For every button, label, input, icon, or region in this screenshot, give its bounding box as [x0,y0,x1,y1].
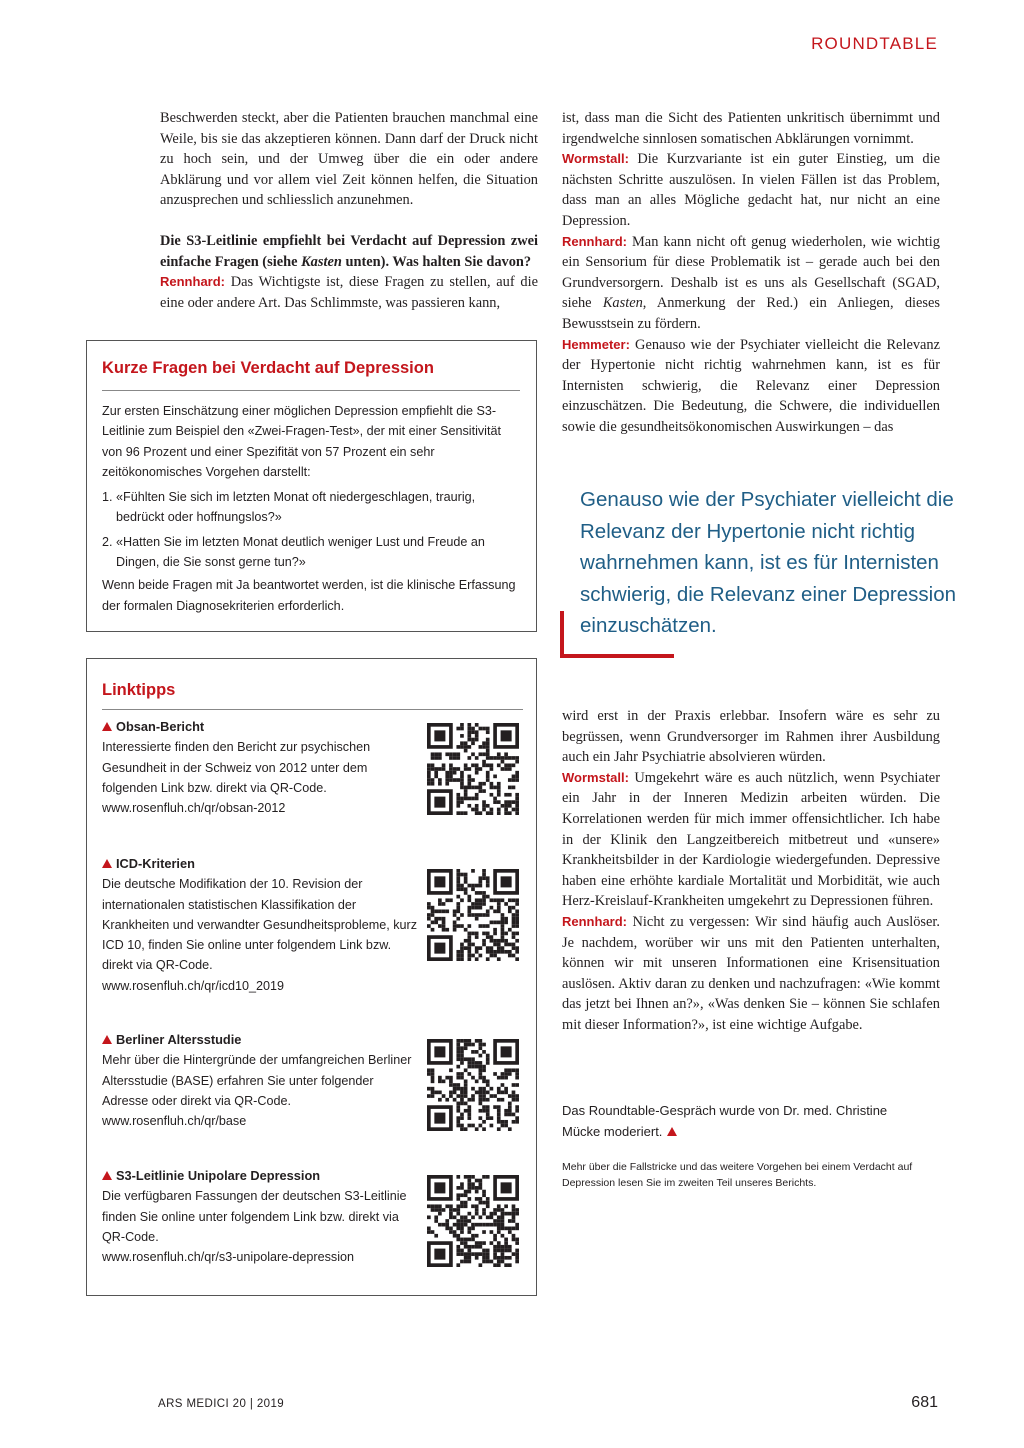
link-description: Interessierte finden den Bericht zur psychischen Gesundheit in der Schweiz von 2012 unter dem folgenden Link bzw. direkt via QR-Code. [102,740,371,795]
link-title [102,717,412,737]
right-column-lower [562,706,940,1036]
link-title-text: Berliner Altersstudie [116,1032,242,1047]
answer-text-end: , Anmerkung der Red.) ein Anliegen, dieses Bewusstsein zu fördern. [562,295,940,332]
link-entry [102,717,412,818]
paragraph: ist, dass man die Sicht des Patienten unkritisch übernimmt und irgendwelche sinnlosen somatischen Abklärungen vornimmt. [562,110,940,147]
answer-text: Die Kurzvariante ist ein guter Einstieg, um die nächsten Schritte auszulösen. In vielen Fällen ist das Problem, dass man an alles Mögliche gedacht hat, nur nicht an eine Depression. [562,151,940,229]
page-number: 681 [911,1394,938,1411]
follow-up-note: Mehr über die Fallstricke und das weitere Vorgehen bei einem Verdacht auf Depression lesen Sie im zweiten Teil unseres Berichts. [562,1161,913,1189]
qr-code-icon[interactable] [427,723,519,815]
section-title: ROUNDTABLE [811,34,938,53]
list-item [102,532,520,573]
question-kasten: Kasten [301,253,342,270]
link-url[interactable]: www.rosenfluh.ch/qr/icd10_2019 [102,978,285,993]
paragraph [160,272,538,313]
answer-text: Das Wichtigste ist, diese Fragen zu stellen, auf die eine oder andere Art. Das Schlimmste, was passieren kann, [160,274,538,311]
list-number: 1. [102,490,113,505]
paragraph [562,335,940,438]
triangle-icon [102,1171,112,1180]
link-url[interactable]: www.rosenfluh.ch/qr/base [102,1114,247,1129]
answer-text: Man kann nicht oft genug wiederholen, wie wichtig ein Sensorium für diese Problematik ist – gerade auch bei den Grundversorgern. Deshalb ist es uns als Gesellschaft (SGAD, siehe [562,233,940,312]
list-text: «Fühlten Sie sich im letzten Monat oft niedergeschlagen, traurig, bedrückt oder hoffnungslos?» [116,490,476,525]
paragraph [562,768,940,912]
qr-code-icon[interactable] [427,869,519,961]
link-description: Mehr über die Hintergründe der umfangreichen Berliner Altersstudie (BASE) erfahren Sie unter folgender Adresse oder direkt via QR-Code. [102,1053,412,1108]
link-entry [102,1166,422,1267]
qr-code-icon[interactable] [427,1039,519,1131]
triangle-icon [667,1127,677,1136]
qr-code-icon[interactable] [427,1175,519,1267]
left-column [160,108,538,313]
speaker-wormstall: Wormstall: [562,151,629,167]
speaker-hemmeter: Hemmeter: [562,336,630,352]
box-outro: Wenn beide Fragen mit Ja beantwortet werden, ist die klinische Erfassung der formalen Diagnosekriterien erforderlich. [102,578,516,613]
quote-bracket-horizontal [560,654,674,658]
box-body [102,401,520,616]
link-description: Die deutsche Modifikation der 10. Revision der internationalen statistischen Klassifikation der Krankheiten und verwandter Gesundheitsprobleme, kurz ICD 10, finden Sie online unter folgendem Link bzw. direkt via QR-Code. [102,877,418,973]
moderation-text: Das Roundtable-Gespräch wurde von Dr. med. Christine Mücke moderiert. [562,1103,888,1139]
link-url[interactable]: www.rosenfluh.ch/qr/s3-unipolare-depression [102,1250,355,1265]
link-description: Die verfügbaren Fassungen der deutschen S3-Leitlinie finden Sie online unter folgendem Link bzw. direkt via QR-Code. [102,1189,407,1244]
triangle-icon [102,1035,112,1044]
link-title [102,1166,422,1186]
interview-question [160,231,538,272]
paragraph [562,912,940,1036]
link-entry [102,1030,412,1131]
quote-bracket-vertical [560,611,564,658]
box-intro: Zur ersten Einschätzung einer möglichen Depression empfiehlt die S3-Leitlinie zum Beispiel den «Zwei-Fragen-Test», der mit einer Sensitivität von 96 Prozent und einer Spezifität von 57 Prozent ein sehr zeitökonomisches Vorgehen darstellt: [102,404,501,479]
paragraph: wird erst in der Praxis erlebbar. Insofern wäre es sehr zu begrüssen, wenn Grundversorger im Rahmen ihrer Ausbildung auch ein Jahr Psychiatrie absolvieren würden. [562,708,940,766]
link-url[interactable]: www.rosenfluh.ch/qr/obsan-2012 [102,801,286,816]
question-text: Die S3-Leitlinie empfiehlt bei Verdacht auf Depression zwei einfache Fragen (siehe [160,232,538,270]
right-column-upper [562,108,940,438]
info-box-linktipps [86,658,537,1296]
pull-quote: Genauso wie der Psychiater vielleicht die Relevanz der Hypertonie nicht richtig wahrnehmen kann, ist es für Internisten schwierig, die Relevanz einer Depression einzuschätzen. [580,488,957,637]
paragraph: Beschwerden steckt, aber die Patienten brauchen manchmal eine Weile, bis sie das akzeptieren können. Dann darf der Druck nicht zu hoch sein, und der Umweg über die ein oder andere Abklärung und vor allem viel Zeit können helfen, die Situation anzusprechen und schliesslich anzunehmen. [160,110,538,209]
info-box-depression [86,340,537,632]
triangle-icon [102,859,112,868]
link-title [102,854,420,874]
link-entry [102,854,420,996]
question-text-end: unten). Was halten Sie davon? [341,253,532,270]
link-title-text: Obsan-Bericht [116,719,205,734]
speaker-wormstall: Wormstall: [562,769,629,785]
divider [102,709,523,710]
answer-text: Nicht zu vergessen: Wir sind häufig auch Auslöser. Je nachdem, worüber wir uns mit den Patienten unterhalten, können wir mit unseren Informationen eine Krisensituation auslösen. Aktiv daran zu denken und nachzufragen: «Wie kommt das jetzt bei Ihnen an?», «Was denken Sie – können Sie schlafen mit dieser Information?», ist eine wichtige Aufgabe. [562,913,940,1033]
link-title [102,1030,412,1050]
divider [102,390,520,391]
kasten-ref: Kasten [602,295,643,312]
paragraph [562,232,940,335]
triangle-icon [102,722,112,731]
moderation-note [562,1100,922,1142]
answer-text: Umgekehrt wäre es auch nützlich, wenn Psychiater ein Jahr in der Inneren Medizin arbeiten würden. Die Korrelationen werden für mich immer offensichtlicher. Ich habe in der Klinik den Langzeitbereich mitbetreut und «unsere» Krankheitsbilder in der Kardiologie wiedergefunden. Depressive haben eine erhöhte kardiale Mortalität und Morbidität, wie auch Herz-Kreislauf-Krankheiten umgekehrt zu Depressionen führen. [562,769,940,910]
list-item [102,487,520,528]
link-title-text: ICD-Kriterien [116,856,195,871]
box-title: Linktipps [102,681,176,699]
paragraph [562,149,940,231]
answer-text: Genauso wie der Psychiater vielleicht die Relevanz der Hypertonie nicht richtig wahrnehmen kann, ist es für Internisten schwierig, die Relevanz einer Depression einzuschätzen. Die Bedeutung, die Schwere, die individuellen sowie die gesundheitsökonomischen Auswirkungen – das [562,336,940,435]
journal-info: ARS MEDICI 20 | 2019 [158,1398,285,1410]
box-title: Kurze Fragen bei Verdacht auf Depression [102,359,434,377]
list-number: 2. [102,534,113,549]
speaker-rennhard: Rennhard: [160,274,225,290]
list-text: «Hatten Sie im letzten Monat deutlich weniger Lust und Freude an Dingen, die Sie sonst gerne tun?» [116,534,485,570]
speaker-rennhard: Rennhard: [562,913,627,929]
link-title-text: S3-Leitlinie Unipolare Depression [116,1168,321,1183]
speaker-rennhard: Rennhard: [562,233,627,249]
